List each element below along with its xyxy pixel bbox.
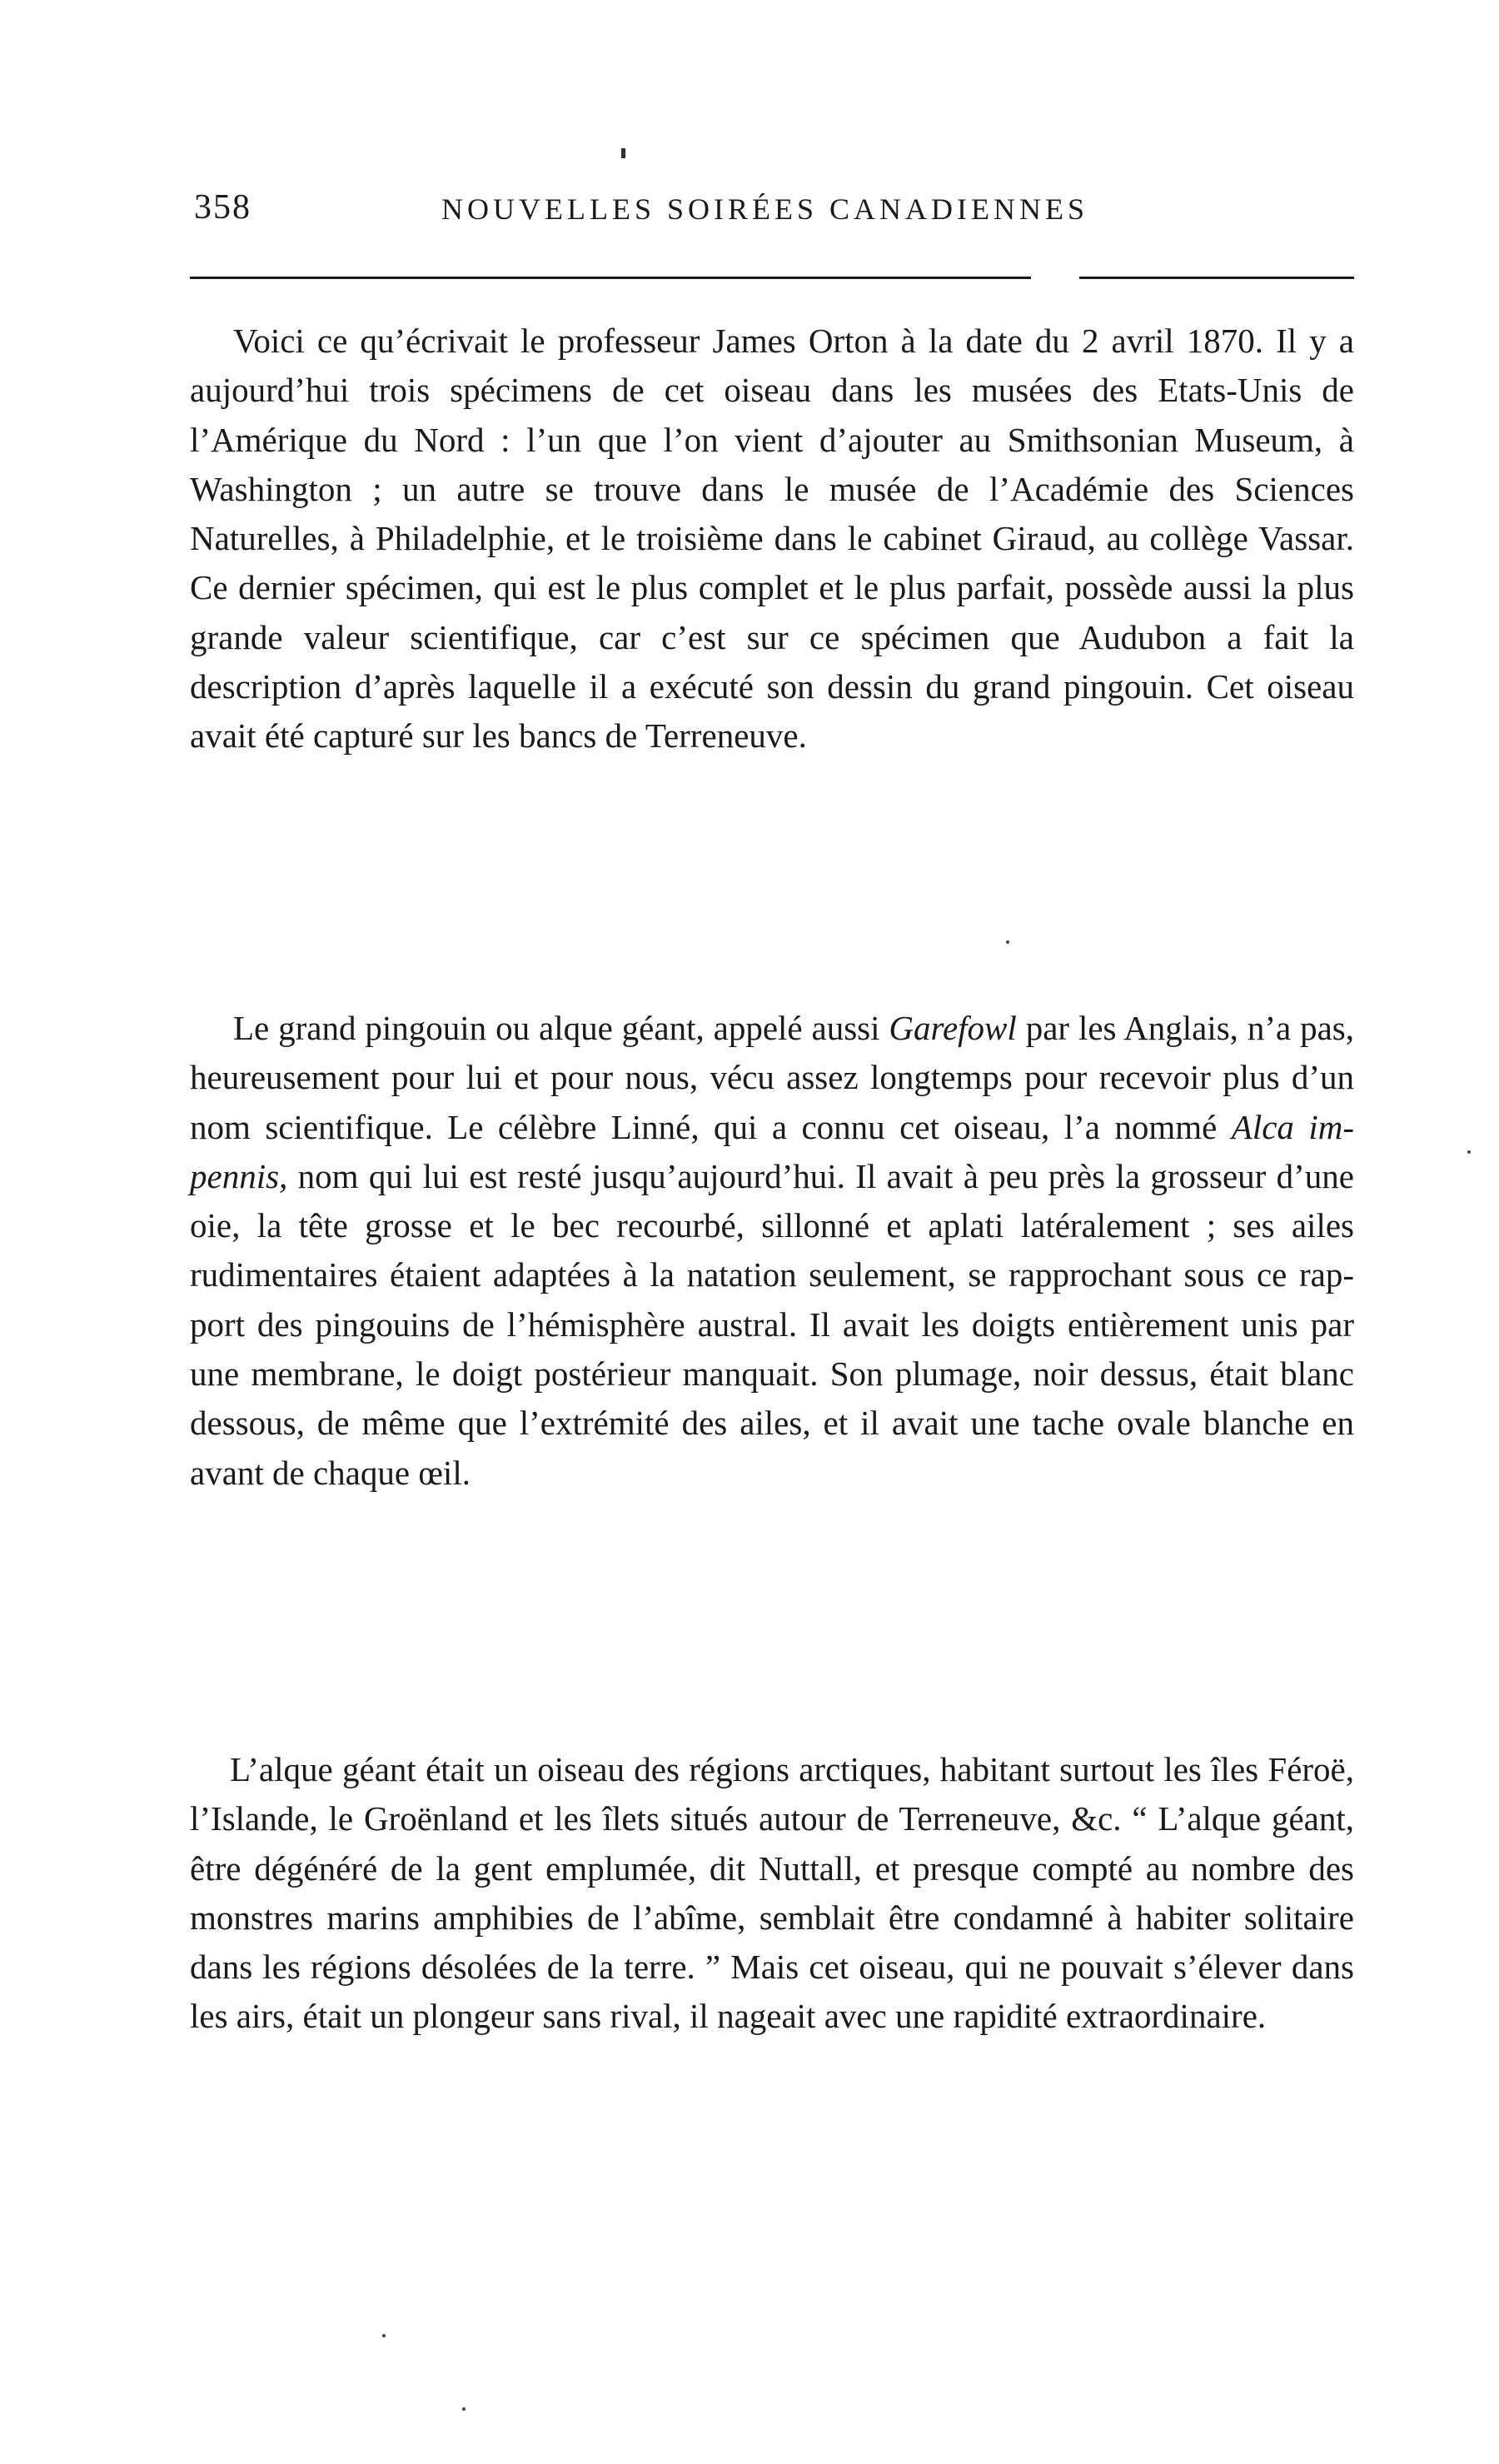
paragraph-grand-pingouin-description <box>190 1004 1354 1498</box>
paragraph-2-text-middle: par les Anglais, n’a pas, heureusement pour lui et pour nous, vécu assez longtemps pour recevoir plus d’un nom scientifique. Le célèbre Linné, qui a connu cet oiseau, l’a nommé <box>190 1009 1354 1146</box>
paragraph-orton-specimens: Voici ce qu’écrivait le professeur James Orton à la date du 2 avril 1870. Il y a aujourd’hui trois spécimens de cet oiseau dans les musées des Etats-Unis de l’Amérique du Nord : l’un que l’on vient d’ajouter au Smithsonian Museum, à Washington ; un autre se trouve dans le musée de l’Académie des Sciences Naturelles, à Philadelphie, et le troisième dans le cabinet Giraud, au collège Vassar. Ce dernier spécimen, qui est le plus complet et le plus parfait, possède aussi la plus grande valeur scientifique, car c’est sur ce spécimen que Audubon a fait la description d’après laquelle il a exécuté son dessin du grand pingouin. Cet oiseau avait été capturé sur les bancs de Terreneuve. <box>190 322 1354 756</box>
page-number: 358 <box>194 188 251 227</box>
print-speck <box>382 2334 386 2337</box>
paragraph-2-text-start: Le grand pingouin ou alque géant, appelé aussi <box>233 1009 889 1047</box>
paragraph-alque-habitat: L’alque géant était un oiseau des régions arctiques, habitant surtout les îles Féroë, l’Islande, le Groënland et les îlets situés autour de Terreneuve, &c. “ L’alque géant, être dégénéré de la gent emplumée, dit Nuttall, et presque compté au nombre des monstres marins amphibies de l’abîme, semblait être condamné à habiter solitaire dans les régions désolées de la terre. ” Mais cet oiseau, qui ne pouvait s’élever dans les airs, était un plongeur sans rival, il nageait avec une rapidité extraordinaire. <box>190 1750 1354 2036</box>
print-speck <box>462 2407 466 2411</box>
printer-mark <box>621 148 625 158</box>
print-speck <box>1006 940 1009 944</box>
print-speck <box>1467 1150 1471 1154</box>
header-rule-left <box>190 277 1031 279</box>
paragraph-2-text-end: nom qui lui est resté jusqu’aujourd’hui. Il avait à peu près la grosseur d’une oie, la tête grosse et le bec recourbé, sillonné et aplati latéralement ; ses ailes rudimentaires étaient adaptées à la natation seulement, se rapprochant sous ce rapport des pingouins de l’hémisphère austral. Il avait les doigts entièrement unis par une membrane, le doigt postérieur manquait. Son plumage, noir dessus, était blanc dessous, de même que l’extrémité des ailes, et il avait une tache ovale blanche en avant de chaque œil. <box>190 1156 1354 1492</box>
running-title: NOUVELLES SOIRÉES CANADIENNES <box>441 192 1088 226</box>
header-rule-right <box>1079 277 1354 279</box>
italic-alca-impennis: Alca impennis, <box>190 1107 1354 1195</box>
italic-garefowl: Garefowl <box>889 1009 1017 1047</box>
